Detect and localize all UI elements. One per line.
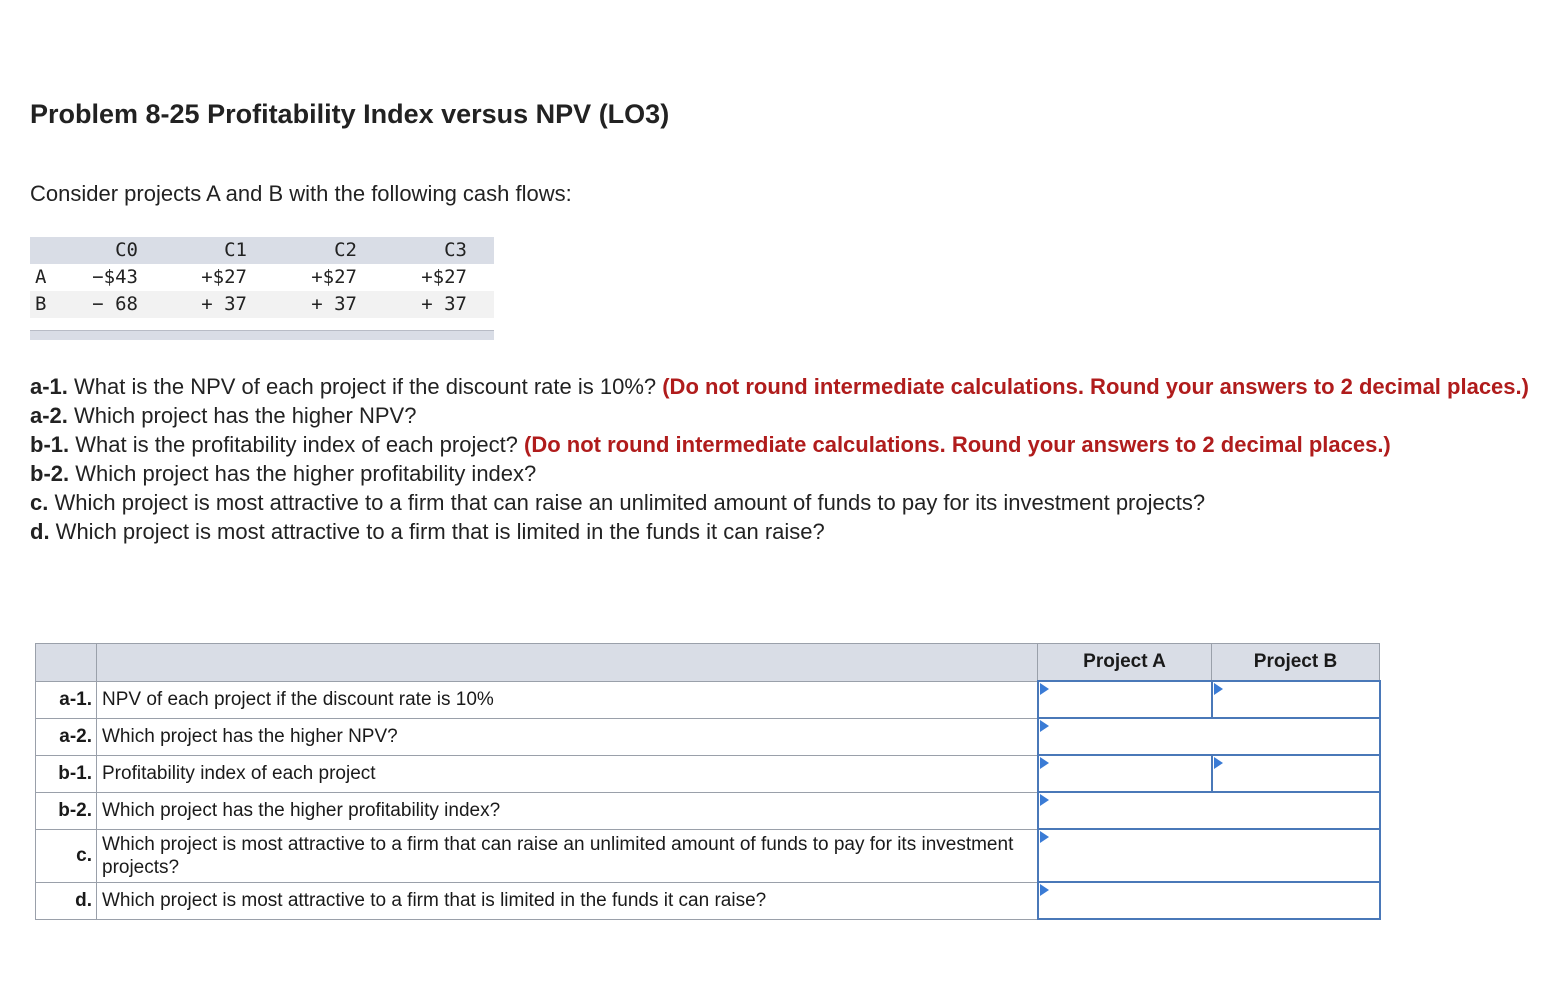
row-question: Profitability index of each project (97, 755, 1038, 792)
answer-header-project-b: Project B (1212, 644, 1380, 682)
answer-header-row (36, 644, 1380, 682)
cash-flow-row-b (30, 291, 494, 318)
row-label: a-1. (36, 681, 97, 718)
row-label: c. (36, 829, 97, 882)
higher-npv-select[interactable] (1038, 718, 1380, 755)
row-question: NPV of each project if the discount rate is 10% (97, 681, 1038, 718)
cash-flow-header-row (30, 237, 494, 264)
rounding-note: (Do not round intermediate calculations. Round your answers to 2 decimal places.) (662, 374, 1529, 399)
question-d: d. Which project is most attractive to a firm that is limited in the funds it can raise? (30, 519, 825, 544)
row-label: a-2. (36, 718, 97, 755)
answer-row-b1 (36, 755, 1380, 792)
cash-flow-row-label: B (35, 293, 47, 315)
row-question: Which project is most attractive to a firm that is limited in the funds it can raise? (97, 882, 1038, 919)
question-b2: b-2. Which project has the higher profitability index? (30, 461, 537, 486)
cash-flow-header-c0: C0 (115, 239, 138, 261)
answer-row-b2 (36, 792, 1380, 829)
answer-header-label (36, 644, 97, 682)
row-label: b-2. (36, 792, 97, 829)
npv-project-b-input[interactable] (1212, 681, 1380, 718)
row-question: Which project is most attractive to a firm that can raise an unlimited amount of funds to pay for its investment projects? (97, 829, 1038, 882)
unlimited-funds-select[interactable] (1038, 829, 1380, 882)
problem-intro: Consider projects A and B with the following cash flows: (30, 181, 572, 206)
npv-project-a-input[interactable] (1038, 681, 1212, 718)
question-list (30, 372, 1530, 546)
answer-header-project-a: Project A (1038, 644, 1212, 682)
cash-flow-header-c1: C1 (224, 239, 247, 261)
cash-flow-value: +$27 (421, 266, 467, 288)
answer-row-a2 (36, 718, 1380, 755)
row-question: Which project has the higher profitability index? (97, 792, 1038, 829)
page-title: Problem 8-25 Profitability Index versus NPV (LO3) (30, 99, 670, 129)
limited-funds-select[interactable] (1038, 882, 1380, 919)
question-a2: a-2. Which project has the higher NPV? (30, 403, 417, 428)
row-label: d. (36, 882, 97, 919)
answer-header-question (97, 644, 1038, 682)
cash-flow-value: −$43 (92, 266, 138, 288)
answer-table (35, 643, 1381, 920)
answer-row-d (36, 882, 1380, 919)
cash-flow-value: − 68 (92, 293, 138, 315)
cash-flow-row-a (30, 264, 494, 291)
question-b1: b-1. What is the profitability index of each project? (Do not round intermediate calculations. Round your answers to 2 decimal places.) (30, 432, 1391, 457)
question-a1: a-1. What is the NPV of each project if the discount rate is 10%? (Do not round intermediate calculations. Round your answers to 2 decimal places.) (30, 374, 1529, 399)
higher-pi-select[interactable] (1038, 792, 1380, 829)
cash-flow-header-c2: C2 (334, 239, 357, 261)
cash-flow-value: + 37 (201, 293, 247, 315)
cash-flow-header-blank (30, 237, 69, 264)
row-label: b-1. (36, 755, 97, 792)
cash-flow-row-label: A (35, 266, 47, 288)
cash-flow-table (30, 237, 494, 340)
answer-row-c (36, 829, 1380, 882)
pi-project-a-input[interactable] (1038, 755, 1212, 792)
question-c: c. Which project is most attractive to a firm that can raise an unlimited amount of funds to pay for its investment projects? (30, 490, 1206, 515)
cash-flow-header-c3: C3 (444, 239, 467, 261)
rounding-note: (Do not round intermediate calculations. Round your answers to 2 decimal places.) (524, 432, 1391, 457)
row-question: Which project has the higher NPV? (97, 718, 1038, 755)
cash-flow-value: +$27 (311, 266, 357, 288)
pi-project-b-input[interactable] (1212, 755, 1380, 792)
cash-flow-value: + 37 (421, 293, 467, 315)
answer-row-a1 (36, 681, 1380, 718)
cash-flow-table-footer (30, 330, 494, 340)
cash-flow-value: +$27 (201, 266, 247, 288)
cash-flow-value: + 37 (311, 293, 357, 315)
